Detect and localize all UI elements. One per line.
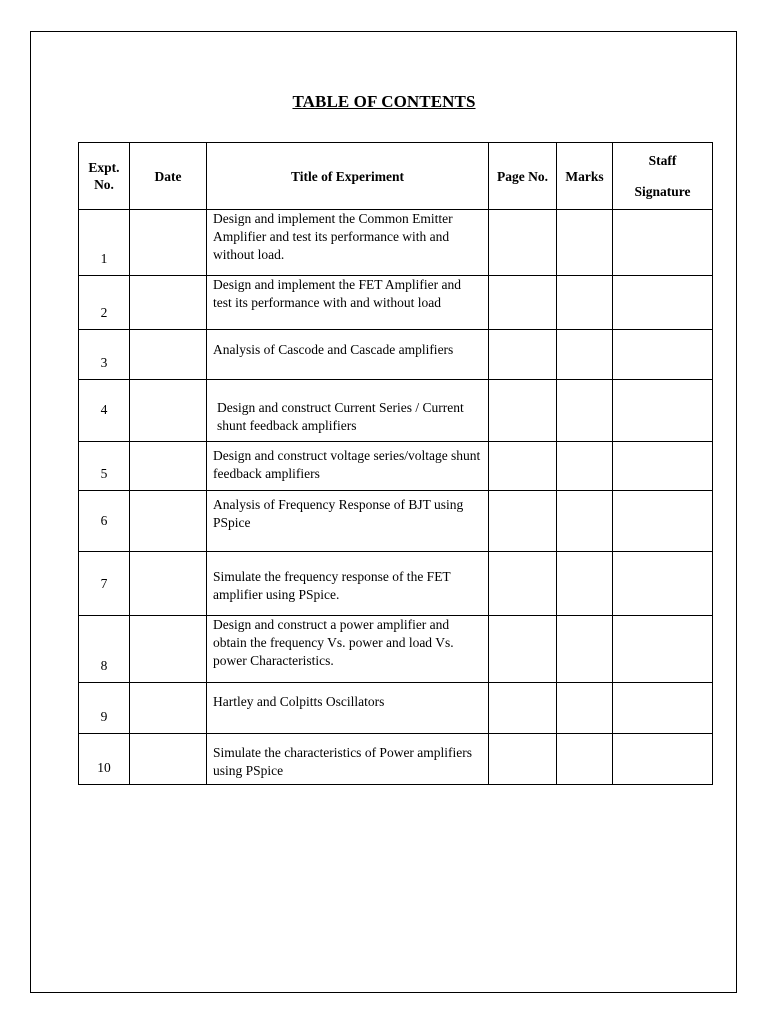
row-page-no [489,442,557,491]
row-page-no [489,380,557,442]
row-number: 7 [79,552,130,616]
row-page-no [489,616,557,683]
table-row [79,491,713,552]
row-page-no [489,330,557,380]
header-title: Title of Experiment [207,143,489,210]
row-marks [557,442,613,491]
table-row [79,442,713,491]
page-title: TABLE OF CONTENTS [292,92,476,111]
header-page-no: Page No. [489,143,557,210]
row-page-no [489,552,557,616]
row-signature [613,683,713,734]
row-signature [613,330,713,380]
row-number: 8 [79,616,130,683]
row-signature [613,380,713,442]
row-signature [613,276,713,330]
row-marks [557,734,613,785]
row-date [130,491,207,552]
table-row [79,552,713,616]
header-marks: Marks [557,143,613,210]
row-title: Design and construct Current Series / Current shunt feedback amplifiers [207,380,489,442]
row-date [130,683,207,734]
row-page-no [489,276,557,330]
header-staff: Staff [648,153,677,168]
row-number: 2 [79,276,130,330]
row-number: 4 [79,380,130,442]
row-title: Analysis of Cascode and Cascade amplifiers [207,330,489,380]
row-signature [613,491,713,552]
row-title: Analysis of Frequency Response of BJT using PSpice [207,491,489,552]
row-marks [557,683,613,734]
row-marks [557,276,613,330]
table-row [79,683,713,734]
row-title: Design and implement the FET Amplifier and test its performance with and without load [207,276,489,330]
row-number: 6 [79,491,130,552]
row-date [130,552,207,616]
row-number: 9 [79,683,130,734]
row-marks [557,380,613,442]
table-row [79,210,713,276]
row-marks [557,330,613,380]
row-date [130,442,207,491]
contents-table [78,142,713,785]
row-marks [557,210,613,276]
row-date [130,210,207,276]
row-page-no [489,683,557,734]
row-marks [557,552,613,616]
row-page-no [489,734,557,785]
table-row [79,380,713,442]
row-date [130,616,207,683]
row-marks [557,616,613,683]
header-staff-signature [613,143,713,210]
table-row [79,734,713,785]
header-signature: Signature [634,184,691,199]
row-number: 10 [79,734,130,785]
row-page-no [489,210,557,276]
row-date [130,276,207,330]
row-title: Hartley and Colpitts Oscillators [207,683,489,734]
row-number: 1 [79,210,130,276]
header-date: Date [130,143,207,210]
row-title: Design and construct a power amplifier and obtain the frequency Vs. power and load Vs. power Characteristics. [207,616,489,683]
row-signature [613,552,713,616]
row-date [130,380,207,442]
row-date [130,734,207,785]
row-title: Simulate the characteristics of Power amplifiers using PSpice [207,734,489,785]
row-signature [613,210,713,276]
row-number: 3 [79,330,130,380]
table-row [79,330,713,380]
row-title: Design and construct voltage series/voltage shunt feedback amplifiers [207,442,489,491]
header-expt-no: Expt. No. [79,143,130,210]
row-title: Simulate the frequency response of the FET amplifier using PSpice. [207,552,489,616]
row-page-no [489,491,557,552]
row-number: 5 [79,442,130,491]
row-signature [613,734,713,785]
row-date [130,330,207,380]
row-title: Design and implement the Common Emitter Amplifier and test its performance with and without load. [207,210,489,276]
row-signature [613,442,713,491]
table-header-row [79,143,713,210]
row-signature [613,616,713,683]
row-marks [557,491,613,552]
table-row [79,616,713,683]
table-row [79,276,713,330]
